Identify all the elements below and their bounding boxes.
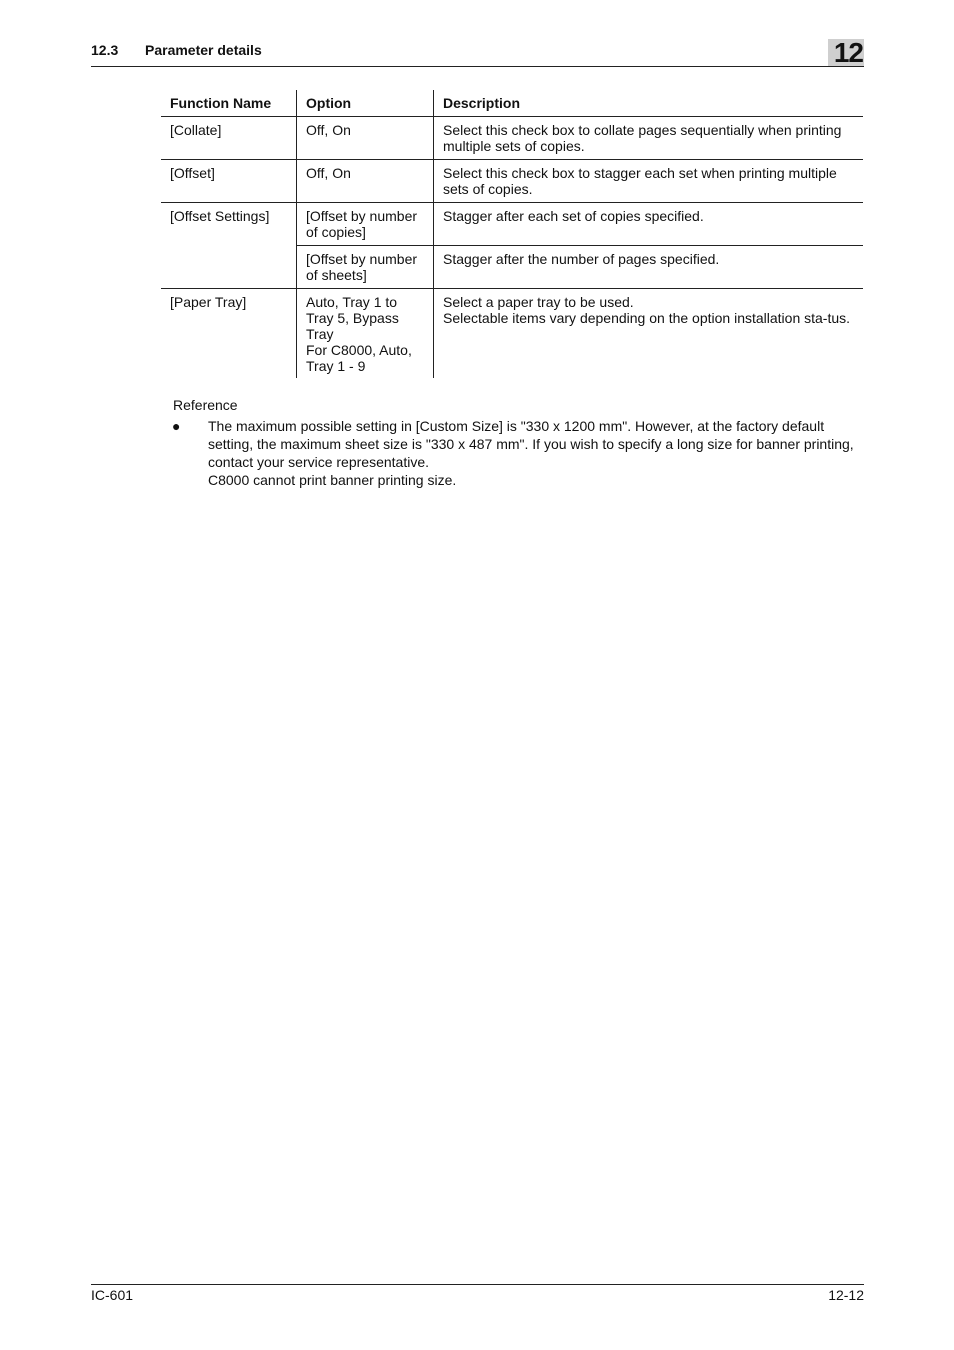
table-row-collate [161, 117, 863, 160]
section-number: 12.3 [91, 42, 119, 58]
cell-option: [Offset by number of sheets] [297, 246, 434, 289]
reference-section [161, 396, 863, 489]
bullet-icon: ● [172, 418, 181, 434]
table-row-offset [161, 160, 863, 203]
reference-item [161, 417, 863, 489]
table-row-offset-settings [161, 203, 863, 246]
reference-heading: Reference [173, 397, 238, 413]
option-line: Auto, Tray 1 to Tray 5, Bypass Tray [306, 294, 399, 342]
header-option: Option [297, 90, 434, 117]
option-line: For C8000, Auto, Tray 1 - 9 [306, 342, 412, 374]
cell-function-name: [Offset] [161, 160, 297, 203]
chapter-number: 12 [833, 37, 863, 68]
cell-function-name: [Collate] [161, 117, 297, 160]
reference-text: The maximum possible setting in [Custom Size] is "330 x 1200 mm". However, at the factory default setting, the maximum sheet size is "330 x 487 mm". If you wish to specify a long size for banner printing, contact your service representative. [208, 418, 854, 470]
cell-function-name: [Offset Settings] [161, 203, 297, 289]
page-header [91, 38, 864, 67]
cell-option [297, 289, 434, 379]
page-footer [91, 1284, 864, 1303]
footer-page-number: 12-12 [828, 1287, 864, 1303]
cell-option: [Offset by number of copies] [297, 203, 434, 246]
cell-option: Off, On [297, 160, 434, 203]
cell-option: Off, On [297, 117, 434, 160]
cell-description [434, 289, 864, 379]
description-line: Selectable items vary depending on the option installation sta-tus. [443, 310, 851, 326]
cell-description: Stagger after each set of copies specified. [434, 203, 864, 246]
parameter-table [161, 90, 863, 378]
cell-description: Select this check box to stagger each set when printing multiple sets of copies. [434, 160, 864, 203]
header-function-name: Function Name [161, 90, 297, 117]
cell-description: Stagger after the number of pages specified. [434, 246, 864, 289]
header-description: Description [434, 90, 864, 117]
table-row-paper-tray [161, 289, 863, 379]
cell-description: Select this check box to collate pages sequentially when printing multiple sets of copies. [434, 117, 864, 160]
chapter-badge [828, 39, 864, 66]
footer-model: IC-601 [91, 1287, 134, 1303]
cell-function-name: [Paper Tray] [161, 289, 297, 379]
reference-text: C8000 cannot print banner printing size. [208, 472, 457, 488]
description-line: Select a paper tray to be used. [443, 294, 634, 310]
section-title: Parameter details [145, 42, 262, 58]
table-header-row [161, 90, 863, 117]
